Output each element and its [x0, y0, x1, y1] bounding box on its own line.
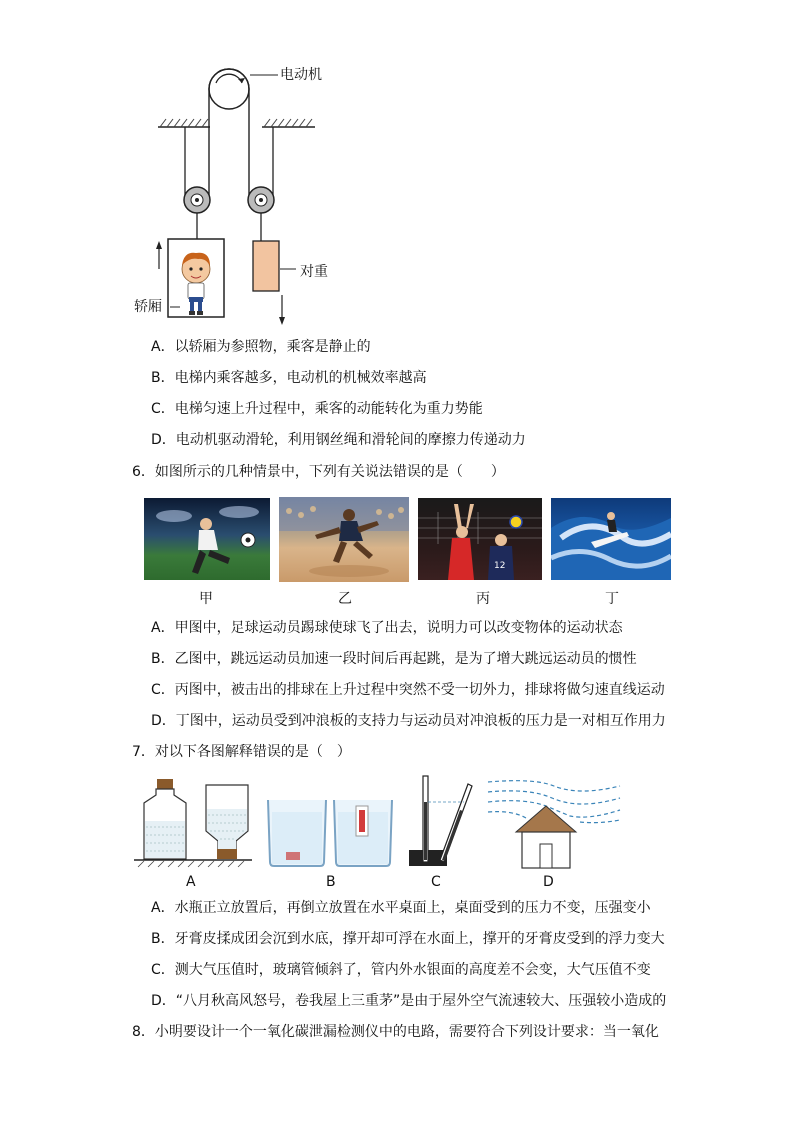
q6-option-a: A．甲图中，足球运动员踢球使球飞了出去，说明力可以改变物体的运动状态	[151, 620, 623, 636]
q7-option-c: C．测大气压值时，玻璃管倾斜了，管内外水银面的高度差不会变，大气压值不变	[151, 962, 651, 978]
q5-option-b: B．电梯内乘客越多，电动机的机械效率越高	[151, 370, 427, 386]
q7-option-a: A．水瓶正立放置后，再倒立放置在水平桌面上，桌面受到的压力不变，压强变小	[151, 900, 651, 916]
q7-caption-d: D	[543, 874, 554, 890]
photo-volleyball	[418, 498, 542, 580]
q5-option-d: D．电动机驱动滑轮，利用钢丝绳和滑轮间的摩擦力传递动力	[151, 432, 526, 448]
q6-stem: 6．如图所示的几种情景中，下列有关说法错误的是（ ）	[132, 464, 505, 480]
photo-long-jump	[279, 497, 409, 582]
q6-option-d: D．丁图中，运动员受到冲浪板的支持力与运动员对冲浪板的压力是一对相互作用力	[151, 713, 666, 729]
q5-option-a: A．以轿厢为参照物，乘客是静止的	[151, 339, 371, 355]
figure-c-barometer	[404, 772, 476, 870]
q6-caption-jia: 甲	[199, 591, 213, 607]
counterweight-label: 对重	[300, 264, 328, 280]
q8-stem: 8．小明要设计一个一氧化碳泄漏检测仪中的电路，需要符合下列设计要求：当一氧化	[132, 1024, 659, 1040]
figure-a-bottles	[134, 777, 252, 869]
car-label: 轿厢	[134, 299, 162, 315]
q6-caption-yi: 乙	[338, 591, 352, 607]
q6-option-b: B．乙图中，跳远运动员加速一段时间后再起跳，是为了增大跳远运动员的惯性	[151, 651, 637, 667]
q6-option-c: C．丙图中，被击出的排球在上升过程中突然不受一切外力，排球将做匀速直线运动	[151, 682, 665, 698]
figure-d-house-wind	[484, 776, 624, 870]
q6-caption-ding: 丁	[605, 591, 619, 607]
q5-option-c: C．电梯匀速上升过程中，乘客的动能转化为重力势能	[151, 401, 483, 417]
motor-label: 电动机	[280, 67, 322, 83]
q6-caption-bing: 丙	[476, 591, 490, 607]
q7-option-d: D．“八月秋高风怒号，卷我屋上三重茅”是由于屋外空气流速较大、压强较小造成的	[151, 993, 667, 1009]
photo-surfing	[551, 498, 671, 580]
q7-caption-a: A	[186, 874, 196, 890]
elevator-diagram	[120, 55, 360, 330]
photo-soccer	[144, 498, 270, 580]
figure-b-beakers	[264, 796, 396, 868]
q7-caption-c: C	[431, 874, 441, 890]
svg-text:12: 12	[494, 561, 506, 571]
q7-stem: 7．对以下各图解释错误的是（ ）	[132, 744, 351, 760]
q7-option-b: B．牙膏皮揉成团会沉到水底，撑开却可浮在水面上，撑开的牙膏皮受到的浮力变大	[151, 931, 665, 947]
q7-caption-b: B	[326, 874, 336, 890]
